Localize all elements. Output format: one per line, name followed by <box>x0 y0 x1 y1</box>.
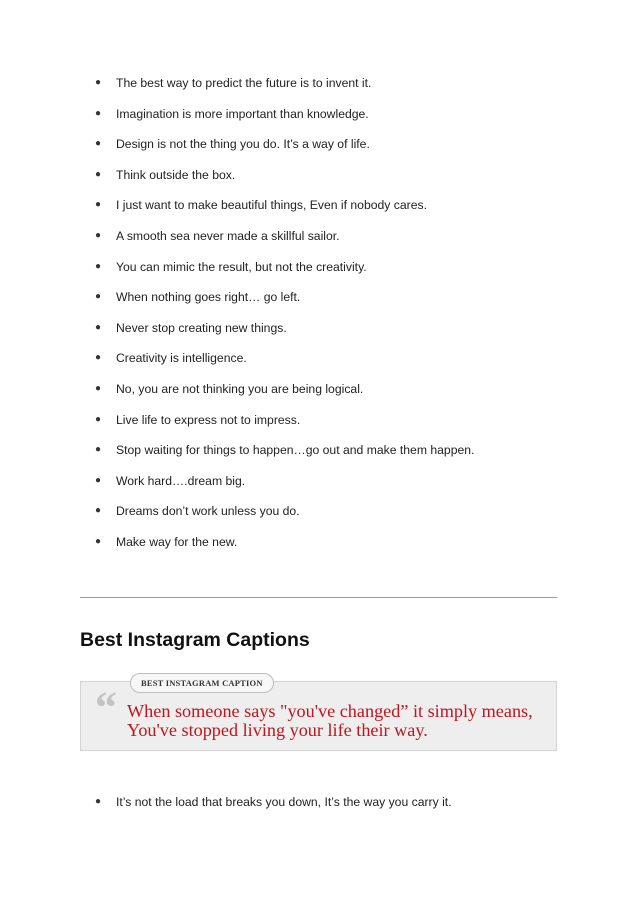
bullet-icon: ● <box>95 138 102 150</box>
bullet-icon: ● <box>95 474 102 486</box>
quotes-list <box>0 73 639 563</box>
caption-banner <box>80 678 557 751</box>
bullet-icon: ● <box>95 199 102 211</box>
list-item <box>0 318 639 349</box>
bullet-icon: ● <box>95 505 102 517</box>
quote-text: A smooth sea never made a skillful sailor. <box>116 228 340 243</box>
section-divider <box>80 597 557 598</box>
quote-text: Imagination is more important than knowledge. <box>116 106 369 121</box>
banner-quote-text: When someone says "you've changed” it simply means, You've stopped living your life their way. <box>127 701 533 740</box>
bullet-icon: ● <box>95 796 102 807</box>
list-item <box>0 440 639 471</box>
list-item <box>0 165 639 196</box>
quote-text: I just want to make beautiful things, Even if nobody cares. <box>116 198 427 213</box>
bullet-icon: ● <box>95 77 102 88</box>
quote-text: No, you are not thinking you are being logical. <box>116 381 364 396</box>
list-item <box>0 501 639 532</box>
bullet-icon: ● <box>95 260 102 272</box>
section-heading: Best Instagram Captions <box>80 629 310 651</box>
list-item <box>0 134 639 165</box>
list-item <box>0 471 639 502</box>
bullet-icon: ● <box>95 321 102 333</box>
list-item <box>0 195 639 226</box>
quote-mark-icon: “ <box>95 683 117 732</box>
bullet-icon: ● <box>95 352 102 364</box>
bullet-icon: ● <box>95 382 102 394</box>
quote-text: Stop waiting for things to happen…go out and make them happen. <box>116 443 475 458</box>
list-item <box>0 287 639 318</box>
bullet-icon: ● <box>95 168 102 180</box>
quote-text: Creativity is intelligence. <box>116 351 247 366</box>
caption-text: It’s not the load that breaks you down, It’s the way you carry it. <box>116 795 452 809</box>
quote-text: The best way to predict the future is to invent it. <box>116 76 372 90</box>
quote-text: Dreams don’t work unless you do. <box>116 504 300 519</box>
list-item <box>0 792 639 823</box>
quote-text: Think outside the box. <box>116 167 236 182</box>
quote-text: Never stop creating new things. <box>116 320 287 335</box>
list-item <box>0 532 639 563</box>
quote-text: Work hard….dream big. <box>116 473 246 488</box>
bullet-icon: ● <box>95 413 102 425</box>
bullet-icon: ● <box>95 444 102 456</box>
list-item <box>0 104 639 135</box>
quote-text: Make way for the new. <box>116 534 238 549</box>
banner-tag: BEST INSTAGRAM CAPTION <box>130 673 274 693</box>
captions-list <box>0 792 639 823</box>
list-item <box>0 226 639 257</box>
list-item <box>0 379 639 410</box>
quote-text: Live life to express not to impress. <box>116 412 301 427</box>
quote-text: Design is not the thing you do. It’s a way of life. <box>116 137 370 152</box>
bullet-icon: ● <box>95 229 102 241</box>
bullet-icon: ● <box>95 291 102 303</box>
list-item <box>0 257 639 288</box>
list-item <box>0 73 639 104</box>
list-item <box>0 410 639 441</box>
quote-text: You can mimic the result, but not the creativity. <box>116 259 367 274</box>
bullet-icon: ● <box>95 535 102 547</box>
quote-text: When nothing goes right… go left. <box>116 290 301 305</box>
bullet-icon: ● <box>95 107 102 119</box>
list-item <box>0 348 639 379</box>
